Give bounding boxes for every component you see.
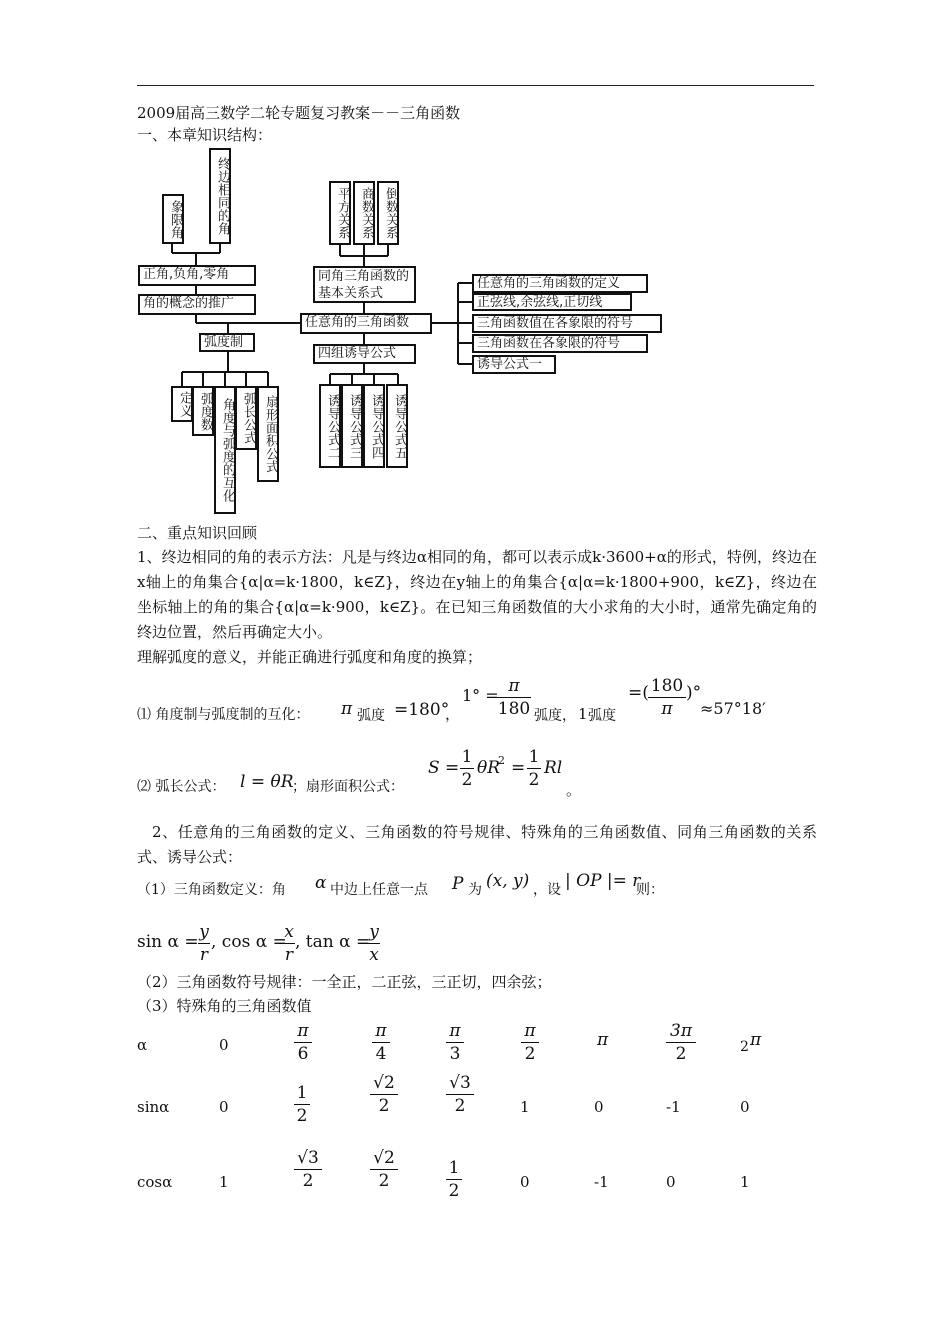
section-1-heading: 一、本章知识结构：	[137, 126, 273, 144]
node-induction-formula-3: 诱导公式三	[341, 384, 363, 468]
node-radian-system: 弧度制	[199, 333, 255, 352]
conversion-label: ⑴ 角度制与弧度制的互化：	[137, 707, 310, 723]
cos-1-over-2	[446, 1157, 462, 1202]
arc-length-label: ⑵ 弧长公式：	[137, 779, 226, 795]
fraction-one-half-2	[527, 746, 541, 791]
row-label-cos: cosα	[137, 1173, 173, 1191]
fraction-denominator: 4	[372, 1042, 390, 1065]
fraction-denominator: π	[648, 697, 686, 720]
alpha-pi-over-4	[372, 1020, 390, 1065]
sin-1-over-2	[294, 1082, 310, 1127]
cos-pi: -1	[594, 1173, 609, 1191]
superscript-2: 2	[498, 754, 505, 767]
fraction-x-over-r	[283, 921, 295, 966]
node-definition: 定义	[171, 386, 193, 422]
document-title: 2009届高三数学二轮专题复习教案－－三角函数	[137, 104, 461, 122]
fraction-numerator: 1	[461, 747, 473, 767]
tan-alpha-equals: , tan α =	[295, 932, 371, 952]
arc-length-formula: l = θR	[240, 772, 294, 792]
definition-label: （1）三角函数定义：角	[137, 882, 286, 898]
fraction-numerator: π	[508, 676, 520, 696]
one-degree-equals: 1° =	[462, 686, 499, 705]
fraction-denominator: 2	[370, 1169, 398, 1192]
fraction-numerator: x	[284, 922, 294, 942]
node-coterminal-angle: 终边相同的角	[209, 148, 231, 244]
fraction-denominator: 2	[666, 1042, 696, 1065]
sin-0: 0	[219, 1098, 229, 1116]
node-arc-length-formula: 弧长公式	[235, 386, 257, 450]
radian-after: 弧度，	[534, 708, 576, 724]
sin-2pi: 0	[740, 1098, 750, 1116]
equals-open-paren: =(	[628, 683, 649, 703]
node-trig-lines: 正弦线,余弦线,正切线	[472, 293, 632, 311]
fraction-numerator: π	[449, 1021, 461, 1041]
comma: ，	[445, 705, 461, 723]
alpha-symbol: α	[315, 873, 327, 893]
fraction-pi-over-180	[497, 675, 531, 720]
node-square-relation: 平方关系	[329, 181, 351, 245]
node-value-sign-by-quadrant: 三角函数值在各象限的符号	[472, 314, 662, 333]
fraction-numerator: 1	[296, 1083, 308, 1103]
definition-end: 则：	[636, 882, 664, 898]
alpha-3pi-over-2	[666, 1020, 696, 1065]
sector-s-equals: S =	[428, 758, 460, 778]
alpha-pi: π	[597, 1030, 609, 1050]
fraction-one-half	[460, 746, 474, 791]
fraction-denominator: r	[199, 945, 209, 965]
node-same-angle-relations: 同角三角函数的基本关系式	[313, 266, 416, 303]
node-four-induction-groups: 四组诱导公式	[313, 344, 416, 364]
node-quotient-relation: 商数关系	[353, 181, 375, 245]
cos-root2-over-2	[370, 1147, 398, 1192]
sin-3pi-over-2: -1	[666, 1098, 681, 1116]
node-reciprocal-relation: 倒数关系	[377, 181, 399, 245]
sin-pi-over-2: 1	[520, 1098, 530, 1116]
node-degree-radian-conversion: 角度与弧度的互化	[214, 386, 236, 514]
paragraph-trig-topics: 2、任意角的三角函数的定义、三角函数的符号规律、特殊角的三角函数值、同角三角函数的关系式、诱导公式：	[137, 823, 817, 866]
one-value: 1	[578, 705, 588, 723]
fraction-denominator: r	[284, 945, 294, 965]
node-radian-number: 弧度数	[192, 386, 214, 436]
mindmap-connectors	[0, 0, 950, 520]
alpha-pi-over-2	[521, 1020, 539, 1065]
node-sector-area-formula: 扇形面积公式	[257, 386, 279, 482]
fraction-denominator: 2	[446, 1094, 474, 1117]
fraction-numerator: √3	[449, 1073, 471, 1093]
alpha-pi-over-6	[294, 1020, 312, 1065]
sin-root2-over-2	[370, 1072, 398, 1117]
approx-57-18: ≈57°18′	[700, 699, 766, 718]
node-angle-generalization: 角的概念的推广	[138, 294, 256, 315]
fraction-denominator: 2	[370, 1094, 398, 1117]
node-definition-any-angle: 任意角的三角函数的定义	[472, 274, 648, 293]
cos-pi-over-2: 0	[520, 1173, 530, 1191]
equals-sign: =	[511, 758, 526, 778]
paragraph-coterminal: 1、终边相同的角的表示方法：凡是与终边α相同的角，都可以表示成k·3600+α的形式，特例，终边在x轴上的角集合{α|α=k·1800，k∈Z}，终边在y轴上的角集合{α|α=k·1800+900，k∈Z}，终边在坐标轴上的角的集合{α|α=k·900，k∈Z}。在已知三角函数值的大小求角的大小时，通常先确定角的终边位置，然后再确定大小。	[137, 548, 817, 641]
fraction-denominator: 6	[294, 1042, 312, 1065]
cos-2pi: 1	[740, 1173, 750, 1191]
sin-alpha-equals: sin α =	[137, 932, 199, 952]
special-angles-title: （3）特殊角的三角函数值	[137, 997, 312, 1015]
fraction-numerator: π	[297, 1021, 309, 1041]
r-l: Rl	[544, 758, 563, 778]
row-label-sin: sinα	[137, 1098, 170, 1116]
alpha-pi-over-3	[446, 1020, 464, 1065]
point-p: P	[452, 874, 464, 894]
node-quadrant-angle: 象限角	[162, 194, 184, 244]
cos-3pi-over-2: 0	[666, 1173, 676, 1191]
fraction-numerator: π	[375, 1021, 387, 1041]
radian-word: 弧度	[357, 708, 385, 724]
theta-r: θR	[477, 758, 501, 778]
coordinates-xy: (x, y)	[486, 871, 530, 891]
node-induction-formula-1: 诱导公式一	[472, 355, 556, 374]
fraction-numerator: √2	[373, 1148, 395, 1168]
op-equals-r: | OP |= r	[565, 871, 641, 891]
period: 。	[566, 781, 582, 799]
node-induction-formula-4: 诱导公式四	[363, 384, 385, 468]
equals-180-degrees: =180°	[394, 700, 450, 720]
fraction-180-over-pi	[648, 675, 686, 720]
fraction-numerator: √3	[297, 1148, 319, 1168]
fraction-denominator: 2	[294, 1104, 310, 1127]
node-induction-formula-5: 诱导公式五	[386, 384, 408, 468]
pi-symbol: π	[341, 699, 353, 719]
fraction-numerator: π	[524, 1021, 536, 1041]
fraction-numerator: 180	[650, 676, 684, 696]
fraction-denominator: 2	[461, 770, 473, 790]
radian-word-2: 弧度	[588, 708, 616, 724]
fraction-numerator: y	[369, 922, 379, 942]
definition-mid-2: 为	[468, 882, 482, 898]
alpha-2pi-coef: 2	[740, 1039, 749, 1055]
close-paren-degree: )°	[686, 683, 702, 703]
sin-root3-over-2	[446, 1072, 474, 1117]
definition-mid-3: ，设	[533, 882, 561, 898]
fraction-denominator: 180	[497, 699, 531, 719]
fraction-numerator: √2	[373, 1073, 395, 1093]
cos-root3-over-2	[294, 1147, 322, 1192]
fraction-y-over-x	[368, 921, 380, 966]
fraction-denominator: 3	[446, 1042, 464, 1065]
sector-area-label: ；扇形面积公式：	[292, 779, 404, 795]
definition-mid-1: 中边上任意一点	[330, 882, 428, 898]
fraction-y-over-r	[198, 921, 210, 966]
cos-alpha-equals: , cos α =	[211, 932, 287, 952]
node-induction-formula-2: 诱导公式二	[319, 384, 341, 468]
fraction-numerator: 3π	[670, 1021, 692, 1041]
fraction-denominator: 2	[294, 1169, 322, 1192]
node-pos-neg-zero-angle: 正角,负角,零角	[138, 265, 256, 286]
node-trig-of-any-angle: 任意角的三角函数	[300, 313, 432, 334]
sin-pi: 0	[594, 1098, 604, 1116]
section-2-heading: 二、重点知识回顾	[137, 524, 258, 542]
row-label-alpha: α	[137, 1036, 148, 1054]
alpha-0: 0	[219, 1036, 229, 1054]
fraction-denominator: 2	[528, 770, 540, 790]
alpha-2pi: π	[750, 1030, 762, 1050]
fraction-denominator: 2	[446, 1179, 462, 1202]
fraction-numerator: 1	[448, 1158, 460, 1178]
paragraph-radian-meaning: 理解弧度的意义，并能正确进行弧度和角度的换算；	[137, 648, 483, 666]
node-function-sign-by-quadrant: 三角函数在各象限的符号	[472, 334, 648, 353]
fraction-numerator: y	[199, 922, 209, 942]
sign-rule: （2）三角函数符号规律：一全正，二正弦，三正切，四余弦；	[137, 973, 552, 991]
fraction-denominator: 2	[521, 1042, 539, 1065]
cos-0: 1	[219, 1173, 229, 1191]
fraction-denominator: x	[369, 945, 379, 965]
fraction-numerator: 1	[528, 747, 540, 767]
